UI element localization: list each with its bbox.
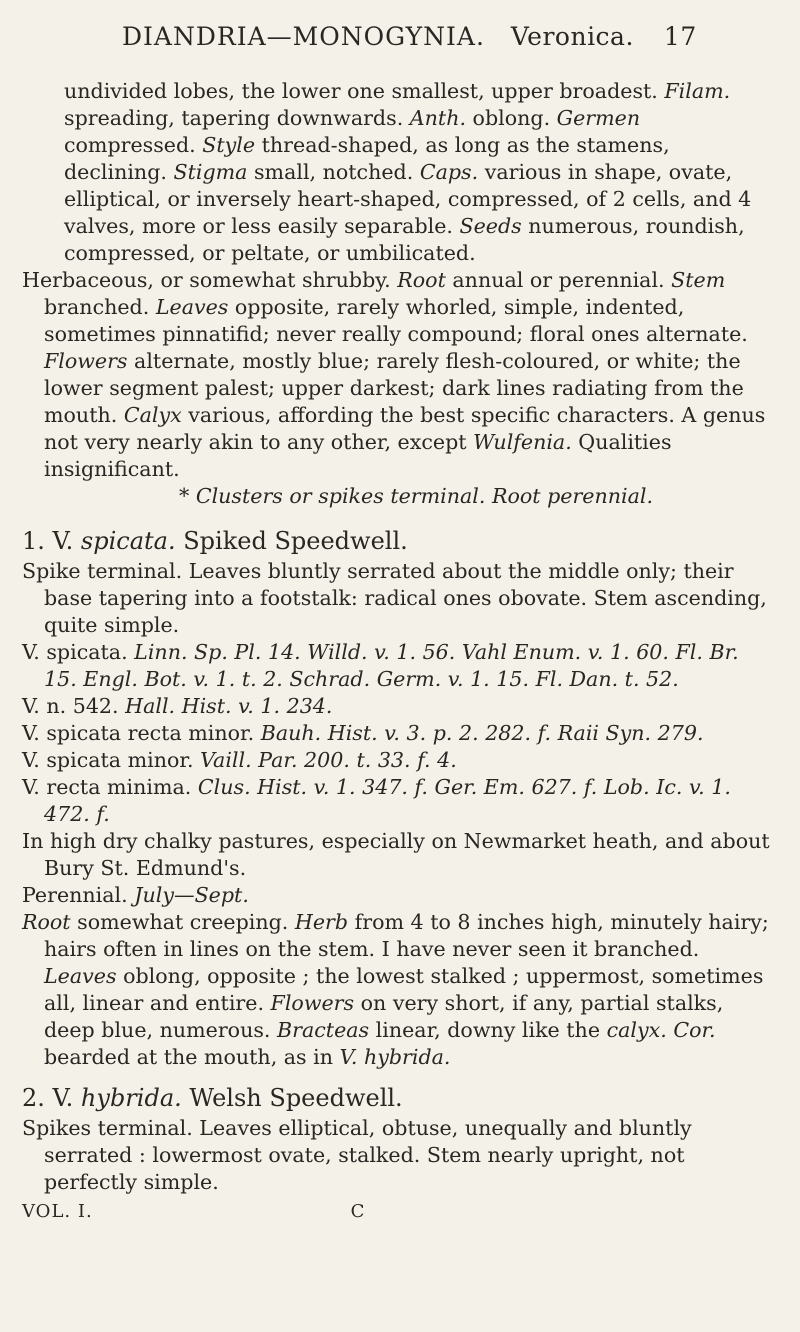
- volume-mark: VOL. I.: [22, 1201, 93, 1222]
- page-body: [22, 78, 770, 1225]
- species-description: Spikes terminal. Leaves elliptical, obtuse, unequally and bluntly serrated : lowermost ovate, stalked. Stem nearly upright, not perfectly simple.: [22, 1116, 692, 1194]
- synonym: V. n. 542. Hall. Hist. v. 1. 234.: [22, 694, 333, 718]
- species-heading-hybrida: 2. V. hybrida. Welsh Speedwell.: [22, 1084, 403, 1112]
- running-head-section: DIANDRIA—MONOGYNIA.: [122, 22, 485, 51]
- synonym: V. recta minima. Clus. Hist. v. 1. 347. f. Ger. Em. 627. f. Lob. Ic. v. 1. 472. f.: [22, 775, 731, 826]
- habitat: In high dry chalky pastures, especially on Newmarket heath, and about Bury St. Edmund's.: [22, 829, 770, 880]
- page-footer: [22, 1198, 770, 1225]
- running-head: [22, 22, 770, 60]
- section-heading: * Clusters or spikes terminal. Root perennial.: [178, 484, 654, 508]
- genus-habit: Herbaceous, or somewhat shrubby. Root annual or perennial. Stem branched. Leaves opposite, rarely whorled, simple, indented, sometimes pinnatifid; never really compound; floral ones alternate. Flowers alternate, mostly blue; rarely flesh-coloured, or white; the lower segment palest; upper darkest; dark lines radiating from the mouth. Calyx various, affording the best specific characters. A genus not very nearly akin to any other, except Wulfenia. Qualities insignificant.: [22, 268, 766, 481]
- species-heading-spicata: 1. V. spicata. Spiked Speedwell.: [22, 527, 408, 555]
- signature-mark: C: [350, 1201, 366, 1222]
- running-head-genus: Veronica.: [510, 22, 634, 51]
- duration: Perennial. July—Sept.: [22, 883, 249, 907]
- synonym: V. spicata. Linn. Sp. Pl. 14. Willd. v. 1. 56. Vahl Enum. v. 1. 60. Fl. Br. 15. Engl. Bot. v. 1. t. 2. Schrad. Germ. v. 1. 15. Fl. Dan. t. 52.: [22, 640, 739, 691]
- page-number: 17: [663, 22, 697, 51]
- synonym: V. spicata recta minor. Bauh. Hist. v. 3. p. 2. 282. f. Raii Syn. 279.: [22, 721, 704, 745]
- synonym: V. spicata minor. Vaill. Par. 200. t. 33. f. 4.: [22, 748, 457, 772]
- species-description: Spike terminal. Leaves bluntly serrated about the middle only; their base tapering into a footstalk: radical ones obovate. Stem ascending, quite simple.: [22, 559, 767, 637]
- genus-description: undivided lobes, the lower one smallest, upper broadest. Filam. spreading, tapering downwards. Anth. oblong. Germen compressed. Style thread-shaped, as long as the stamens, declining. Stigma small, notched. Caps. various in shape, ovate, elliptical, or inversely heart-shaped, compressed, of 2 cells, and 4 valves, more or less easily separable. Seeds numerous, roundish, compressed, or peltate, or umbilicated.: [64, 79, 752, 265]
- species-notes: Root somewhat creeping. Herb from 4 to 8 inches high, minutely hairy; hairs often in lines on the stem. I have never seen it branched. Leaves oblong, opposite ; the lowest stalked ; uppermost, sometimes all, linear and entire. Flowers on very short, if any, partial stalks, deep blue, numerous. Bracteas linear, downy like the calyx. Cor. bearded at the mouth, as in V. hybrida.: [22, 910, 769, 1069]
